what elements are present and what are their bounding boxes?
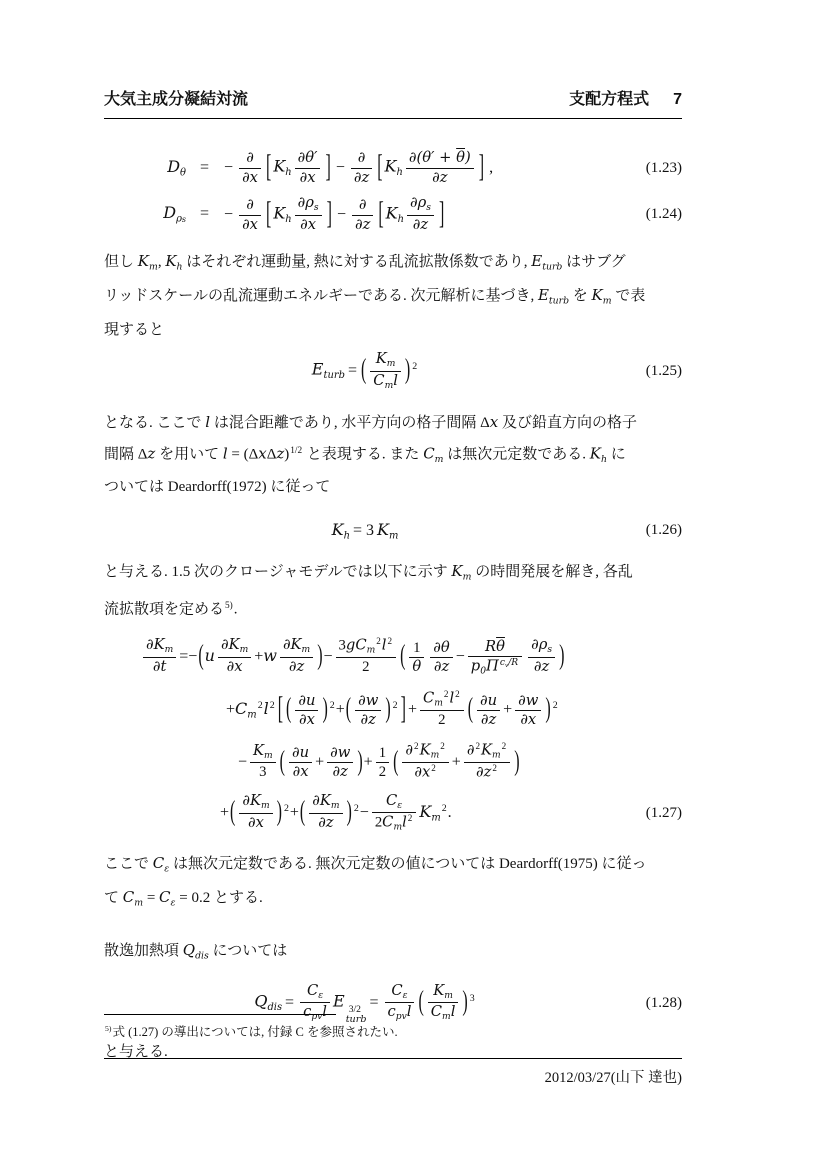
paragraph-line: 但し $K_m$, $K_h$ はそれぞれ運動量, 熱に対する乱流拡散係数であり, $E_{turb}$ はサブグ [104, 252, 626, 273]
paragraph-line: 散逸加熱項 $Q_{dis}$ については [104, 940, 288, 961]
paragraph-3 [104, 557, 682, 623]
equals-sign: = [200, 205, 210, 222]
equation-number-1-24: (1.24) [645, 205, 682, 222]
running-title-right: 支配方程式 [569, 91, 650, 108]
paragraph-line: と与える. [104, 1043, 168, 1060]
equation-number-1-26: (1.26) [645, 521, 682, 538]
footnote-text: $^{5)}$式 (1.27) の導出については, 付録 C を参照されたい. [105, 1024, 398, 1039]
running-title-left: 大気主成分凝結対流 [104, 91, 249, 108]
paragraph-2 [104, 408, 682, 502]
paragraph-line: 間隔 Δz を用いて $l = (\Delta x\Delta z)^{1/2}$ と表現する. また $C_m$ は無次元定数である. $K_h$ に [104, 444, 626, 465]
equation-1-28-body: $Q_{dis}$ = $C_\varepsilon$ $c_{pv}l$ E 3/2 turb = $C_\varepsilon$ $c_{pv}l$ ( $K_m$ $C_ml$ ) $^3$ [254, 981, 475, 1026]
equation-1-26-body: $K_h = 3$ $K_m$ [331, 519, 399, 542]
running-title-right-group [569, 86, 682, 109]
equation-1-27-line-1-body: $\frac{\partial K_m}{\partial t}$ =−(u $\frac{\partial K_m}{\partial x}$ +w $\frac{\partial K_m}{\partial z}$ )− $3gC_m^2l^2$ 2 ( $\frac{1}{\theta}$ $\frac{\partial\theta}{\partial z}$ − $R\overline{\theta}$ $p_0\overline{\Pi}^{c_v/R}$ $\frac{\partial\rho_s}{\partial z}$ ) [140, 636, 565, 679]
equals-sign: = [200, 159, 210, 176]
paragraph-1 [104, 247, 682, 344]
paragraph-4 [104, 849, 682, 918]
footer-date-author: 2012/03/27(山下 達也) [544, 1070, 682, 1086]
page-number: 7 [673, 91, 682, 108]
equation-1-23-rhs: − ∂ ∂x [ $K_h$ $\frac{\partial\theta'}{\partial x}$ ] − ∂ ∂z [ $K_h$ $\frac{\partial(\theta' + \overline{\theta})}{\partial z}$ ] , [224, 149, 494, 186]
equation-1-27-line-2 [104, 683, 682, 735]
paragraph-line: 現すると [104, 321, 165, 338]
equation-1-23-lhs: $D_\theta$ [167, 157, 186, 179]
paragraph-line: ここで $C_\varepsilon$ は無次元定数である. 無次元定数の値については Deardorff(1975) に従っ [104, 854, 647, 875]
paragraph-5 [104, 936, 682, 970]
equation-1-24 [104, 191, 682, 237]
equation-1-25 [104, 346, 682, 398]
page-footer [104, 1058, 682, 1087]
paragraph-line: ついては Deardorff(1972) に従って [104, 479, 331, 496]
equation-1-23 [104, 145, 682, 191]
equation-1-25-body: $E_{turb}$ = ( $K_m$ $C_ml$ ) $^2$ [311, 350, 418, 392]
footnote-rule [104, 1014, 336, 1015]
equation-1-24-rhs: − ∂ ∂x [ $K_h$ $\frac{\partial\rho_s}{\partial x}$ ] − ∂ ∂z [ $K_h$ $\frac{\partial\rho_s}{\partial z}$ ] [224, 194, 445, 233]
equation-number-1-25: (1.25) [645, 363, 682, 379]
page-header [104, 86, 682, 119]
equation-number-1-28: (1.28) [645, 995, 682, 1012]
equation-1-27-line-2-body: $+C_m^2l^2$ [ ( $\frac{\partial u}{\partial x}$ ) $^2$+( $\frac{\partial w}{\partial z}$ ) $^2$ ] + $\frac{C_m^2l^2}{2}$ ( $\frac{\partial u}{\partial z}$ + $\frac{\partial w}{\partial x}$ ) $^2$ [226, 688, 558, 728]
footnote [104, 1014, 682, 1040]
equation-1-24-lhs: $D_{\rho s}$ [163, 203, 186, 225]
equation-number-1-23: (1.23) [645, 159, 682, 176]
paragraph-line: て $C_m = C_\varepsilon = 0.2$ とする. [104, 888, 263, 909]
equation-1-27-line-3-body: − $\frac{K_m}{3}$ ( $\frac{\partial u}{\partial x}$ + $\frac{\partial w}{\partial z}$ )+ $\frac{1}{2}$ ( $\frac{\partial^2K_m^2}{\partial x^2}$ + $\frac{\partial^2K_m^2}{\partial z^2}$ ) [238, 740, 520, 781]
paragraph-line: 流拡散項を定める$^{5)}$. [104, 600, 238, 618]
equation-group-23-24 [104, 145, 682, 237]
paragraph-line: となる. ここで l は混合距離であり, 水平方向の格子間隔 Δx 及び鉛直方向の格子 [104, 412, 637, 431]
equation-1-27-line-3 [104, 735, 682, 787]
equation-1-27 [104, 631, 682, 839]
equation-1-27-line-4-body: +( $\frac{\partial K_m}{\partial x}$ ) $^2$+( $\frac{\partial K_m}{\partial z}$ ) $^2$− $C_\varepsilon$ $2C_ml^2$ $K_m^2$. [220, 791, 452, 834]
equation-1-27-line-4 [104, 787, 682, 839]
equation-1-27-line-1 [104, 631, 682, 683]
equation-1-26 [104, 513, 682, 547]
page-content [104, 86, 682, 1066]
equation-number-1-27: (1.27) [645, 804, 682, 821]
paragraph-line: リッドスケールの乱流運動エネルギーである. 次元解析に基づき, $E_{turb}$ を $K_m$ で表 [104, 286, 646, 307]
paragraph-line: と与える. 1.5 次のクロージャモデルでは以下に示す $K_m$ の時間発展を解き, 各乱 [104, 562, 633, 583]
